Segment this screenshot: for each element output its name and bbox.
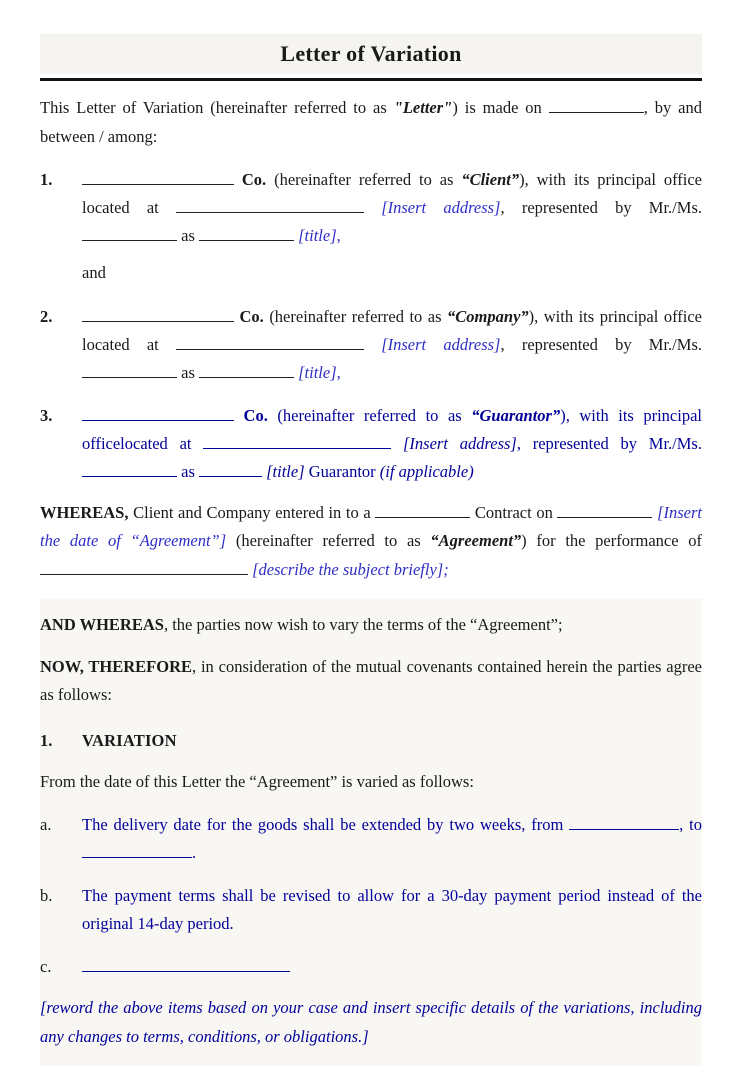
text-run: ) is made on [452, 98, 549, 117]
section-title: VARIATION [82, 730, 177, 750]
variation-item-c [40, 953, 702, 981]
party-item-company [40, 303, 702, 387]
text-run: , represented by Mr./Ms. [516, 433, 702, 453]
text-run: ), with its principal office located at [82, 170, 702, 217]
and-separator: and [82, 263, 106, 282]
and-whereas-paragraph [40, 611, 702, 640]
text-run [364, 335, 381, 354]
text-run: [title] [266, 461, 305, 481]
text-run: (if applicable) [379, 461, 474, 481]
text-run: Guarantor [304, 461, 380, 481]
blank-line [82, 460, 177, 477]
title-rule [40, 78, 702, 81]
section-number: 1. [40, 730, 53, 750]
blank-line [82, 841, 192, 858]
blank-line [82, 305, 234, 322]
text-run: , the parties now wish to vary the terms of the “Agreement”; [163, 615, 563, 634]
reword-note [40, 994, 702, 1051]
text-run: , in consideration of the mutual covenants contained herein the parties agree as follows: [40, 656, 702, 704]
text-run: “Guarantor” [471, 405, 561, 425]
blank-line [199, 361, 294, 378]
text-run: Co. [243, 405, 268, 425]
text-run: [title], [298, 362, 341, 382]
text-run: “Company” [447, 306, 529, 326]
text-run: AND WHEREAS [40, 615, 164, 634]
text-run: ), with its principal officelocated at [82, 405, 703, 453]
text-run: NOW, THEREFORE [40, 656, 192, 676]
title-bar [40, 34, 702, 74]
text-run: [Insert the date of “Agreement”] [40, 502, 702, 550]
text-run: Co. [241, 170, 267, 189]
variation-item-text [82, 811, 702, 867]
text-run: (hereinafter referred to as [266, 170, 462, 189]
party-item-guarantor [40, 402, 702, 486]
text-run: Co. [239, 306, 264, 326]
text-run: “Client” [461, 170, 520, 189]
variation-heading [40, 727, 702, 755]
party-number: 2. [40, 306, 53, 326]
item-letter: a. [40, 815, 52, 834]
text-run: , represented by Mr./Ms. [500, 334, 702, 354]
variation-item-text [82, 882, 702, 938]
text-run: “Agreement” [430, 531, 522, 550]
party-item-client [40, 166, 702, 250]
text-run [234, 406, 244, 425]
text-run: "Letter" [393, 98, 453, 117]
text-run: [title], [298, 226, 341, 245]
text-run: , represented by Mr./Ms. [500, 198, 702, 217]
blank-line [199, 224, 294, 241]
blank-line [176, 333, 364, 350]
text-run [391, 434, 403, 453]
now-therefore-paragraph [40, 653, 702, 710]
text-run: [describe the subject briefly]; [252, 559, 449, 579]
party-text [82, 402, 702, 486]
item-letter: b. [40, 886, 53, 905]
text-run: Client and Company entered in to a [128, 502, 376, 522]
from-date-paragraph [40, 768, 702, 797]
text-run: Contract on [470, 502, 558, 522]
text-run: (hereinafter referred to as [267, 405, 472, 425]
blank-line [82, 404, 234, 421]
party-number: 1. [40, 170, 53, 189]
text-run: as [177, 226, 199, 245]
text-run: [reword the above items based on your case and insert specific details of the variations, including any changes to terms, conditions, or obligations.] [40, 998, 702, 1046]
text-run: [Insert address] [403, 433, 517, 453]
text-run: WHEREAS, [40, 502, 129, 522]
blank-line [82, 955, 290, 972]
text-run: (hereinafter referred to as [226, 531, 431, 550]
text-run: ) for the performance of [521, 531, 702, 550]
party-number: 3. [40, 405, 53, 425]
text-run: From the date of this Letter the “Agreement” is varied as follows: [40, 771, 474, 791]
blank-line [375, 501, 470, 518]
party-text [82, 166, 702, 250]
blank-line [569, 813, 679, 830]
blank-line [82, 168, 234, 185]
blank-line [549, 96, 644, 113]
text-run: as [177, 461, 199, 481]
blank-line [82, 361, 177, 378]
text-run: The payment terms shall be revised to allow for a 30-day payment period instead of the original 14-day period. [82, 886, 702, 933]
text-run [364, 198, 381, 217]
text-run: [Insert address] [381, 198, 501, 217]
whereas-paragraph [40, 499, 702, 585]
intro-paragraph [40, 94, 702, 151]
text-run: as [177, 362, 199, 382]
variation-item-a [40, 811, 702, 867]
text-run: , to [679, 815, 702, 834]
blank-line [203, 432, 391, 449]
item-letter: c. [40, 957, 52, 976]
text-run: , by and between / among: [40, 98, 702, 146]
party-text [82, 303, 702, 387]
variation-item-b [40, 882, 702, 938]
document-title: Letter of Variation [280, 41, 462, 66]
blank-line [82, 224, 177, 241]
text-run: ), with its principal office located at [82, 306, 703, 354]
blank-line [40, 558, 248, 575]
text-run: This Letter of Variation (hereinafter referred to as [40, 98, 394, 117]
text-run [234, 170, 242, 189]
variation-item-text [82, 953, 702, 981]
text-run: The delivery date for the goods shall be extended by two weeks, from [82, 815, 570, 834]
blank-line [199, 460, 262, 477]
blank-line [557, 501, 652, 518]
text-run: [Insert address] [381, 334, 501, 354]
text-run: . [192, 843, 197, 862]
text-run: (hereinafter referred to as [263, 306, 448, 326]
blank-line [176, 196, 364, 213]
